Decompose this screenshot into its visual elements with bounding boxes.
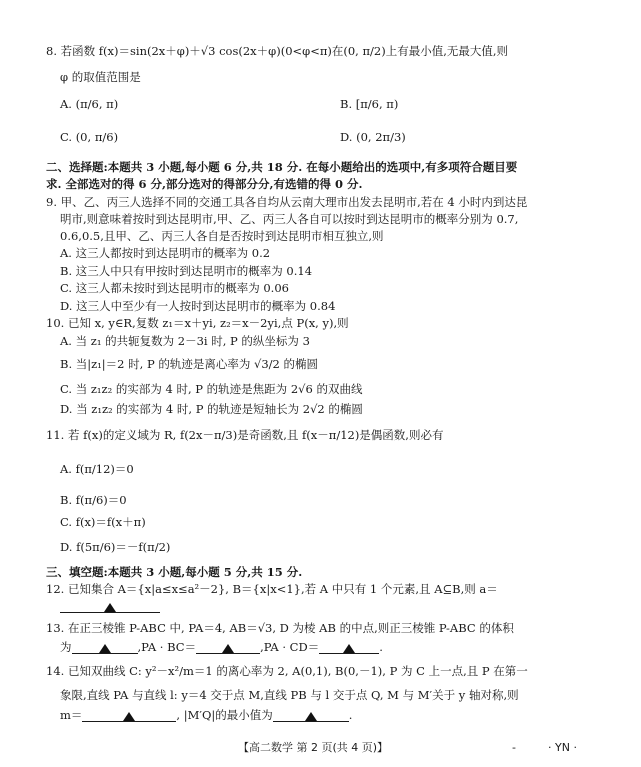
q13-text-c: ,PA · CD＝ bbox=[260, 640, 320, 654]
q14-stem-line2: 象限,直线 PA 与直线 l: y＝4 交于点 M,直线 PB 与 l 交于点 Q, M 与 M′关于 y 轴对称,则 bbox=[60, 688, 519, 702]
q10-stem: 10. 已知 x, y∈R,复数 z₁＝x＋yi, z₂＝x－2yi,点 P(x, y),则 bbox=[46, 316, 349, 330]
q11-option-a: A. f(π/12)＝0 bbox=[60, 462, 134, 476]
q11-option-d: D. f(5π/6)＝－f(π/2) bbox=[60, 540, 171, 554]
triangle-icon bbox=[104, 603, 116, 612]
q13-text-b: ,PA · BC＝ bbox=[137, 640, 197, 654]
q13-text-d: . bbox=[379, 640, 383, 654]
q12-answer-line bbox=[60, 599, 160, 613]
q8-option-d: D. (0, 2π/3) bbox=[340, 130, 406, 144]
q10-option-c: C. 当 z₁z₂ 的实部为 4 时, P 的轨迹是焦距为 2√6 的双曲线 bbox=[60, 382, 363, 396]
triangle-icon bbox=[222, 644, 234, 653]
q11-option-c: C. f(x)＝f(x＋π) bbox=[60, 515, 146, 529]
q11-option-b: B. f(π/6)＝0 bbox=[60, 493, 127, 507]
q14-text-a: m＝ bbox=[60, 708, 83, 722]
q14-text-b: , |M′Q|的最小值为 bbox=[176, 708, 273, 722]
footer-code: · YN · bbox=[548, 741, 577, 754]
q8-option-a: A. (π/6, π) bbox=[60, 97, 119, 111]
q14-stem-line3 bbox=[60, 708, 352, 722]
section2-header-line1: 二、选择题:本题共 3 小题,每小题 6 分,共 18 分. 在每小题给出的选项中,有多项符合题目要 bbox=[46, 160, 518, 174]
q10-option-a: A. 当 z₁ 的共轭复数为 2－3i 时, P 的纵坐标为 3 bbox=[60, 334, 310, 348]
q12-answer-blank[interactable] bbox=[60, 599, 160, 613]
q14-text-c: . bbox=[348, 708, 353, 722]
q8-option-b: B. [π/6, π) bbox=[340, 97, 399, 111]
q13-stem-line1: 13. 在正三棱锥 P-ABC 中, PA＝4, AB＝√3, D 为棱 AB 的中点,则正三棱锥 P-ABC 的体积 bbox=[46, 621, 514, 635]
footer-dash: - bbox=[512, 741, 516, 754]
q9-stem-line1: 9. 甲、乙、丙三人选择不同的交通工具各自均从云南大理市出发去昆明市,若在 4 小时内到达昆 bbox=[46, 195, 528, 209]
q13-dot-product-2-blank[interactable] bbox=[319, 640, 379, 654]
q14-min-distance-blank[interactable] bbox=[273, 708, 349, 722]
q13-dot-product-1-blank[interactable] bbox=[196, 640, 260, 654]
q9-stem-line2: 明市,则意味着按时到达昆明市,甲、乙、丙三人各自可以按时到达昆明市的概率分别为 0.7, bbox=[60, 212, 519, 226]
q9-option-d: D. 这三人中至少有一人按时到达昆明市的概率为 0.84 bbox=[60, 299, 336, 313]
q10-option-d: D. 当 z₁z₂ 的实部为 4 时, P 的轨迹是短轴长为 2√2 的椭圆 bbox=[60, 402, 363, 416]
section3-header: 三、填空题:本题共 3 小题,每小题 5 分,共 15 分. bbox=[46, 565, 303, 579]
q9-option-a: A. 这三人都按时到达昆明市的概率为 0.2 bbox=[60, 246, 271, 260]
triangle-icon bbox=[123, 712, 135, 721]
q10-option-b: B. 当|z₁|＝2 时, P 的轨迹是离心率为 √3/2 的椭圆 bbox=[60, 357, 319, 371]
q8-option-c: C. (0, π/6) bbox=[60, 130, 119, 144]
q14-m-blank[interactable] bbox=[82, 708, 176, 722]
section2-header-line2: 求. 全部选对的得 6 分,部分选对的得部分分,有选错的得 0 分. bbox=[46, 177, 363, 191]
q13-stem-line2 bbox=[60, 640, 383, 654]
q14-stem-line1: 14. 已知双曲线 C: y²－x²/m＝1 的离心率为 2, A(0,1), B(0,－1), P 为 C 上一点,且 P 在第一 bbox=[46, 664, 528, 678]
triangle-icon bbox=[305, 712, 317, 721]
q11-stem: 11. 若 f(x)的定义域为 R, f(2x－π/3)是奇函数,且 f(x－π/12)是偶函数,则必有 bbox=[46, 428, 444, 442]
q8-stem-line1: 8. 若函数 f(x)＝sin(2x＋φ)＋√3 cos(2x＋φ)(0<φ<π)在(0, π/2)上有最小值,无最大值,则 bbox=[46, 44, 509, 58]
q9-option-c: C. 这三人都未按时到达昆明市的概率为 0.06 bbox=[60, 281, 289, 295]
q9-option-b: B. 这三人中只有甲按时到达昆明市的概率为 0.14 bbox=[60, 264, 313, 278]
page-footer: 【高二数学 第 2 页(共 4 页)】 bbox=[238, 741, 389, 754]
q13-text-a: 为 bbox=[60, 640, 72, 654]
q12-stem: 12. 已知集合 A＝{x|a≤x≤a²－2}, B＝{x|x<1},若 A 中只有 1 个元素,且 A⊆B,则 a＝ bbox=[46, 582, 498, 596]
q13-volume-blank[interactable] bbox=[72, 640, 138, 654]
q8-stem-line2: φ 的取值范围是 bbox=[60, 70, 141, 84]
q9-stem-line3: 0.6,0.5,且甲、乙、丙三人各自是否按时到达昆明市相互独立,则 bbox=[60, 229, 384, 243]
triangle-icon bbox=[99, 644, 111, 653]
triangle-icon bbox=[343, 644, 355, 653]
